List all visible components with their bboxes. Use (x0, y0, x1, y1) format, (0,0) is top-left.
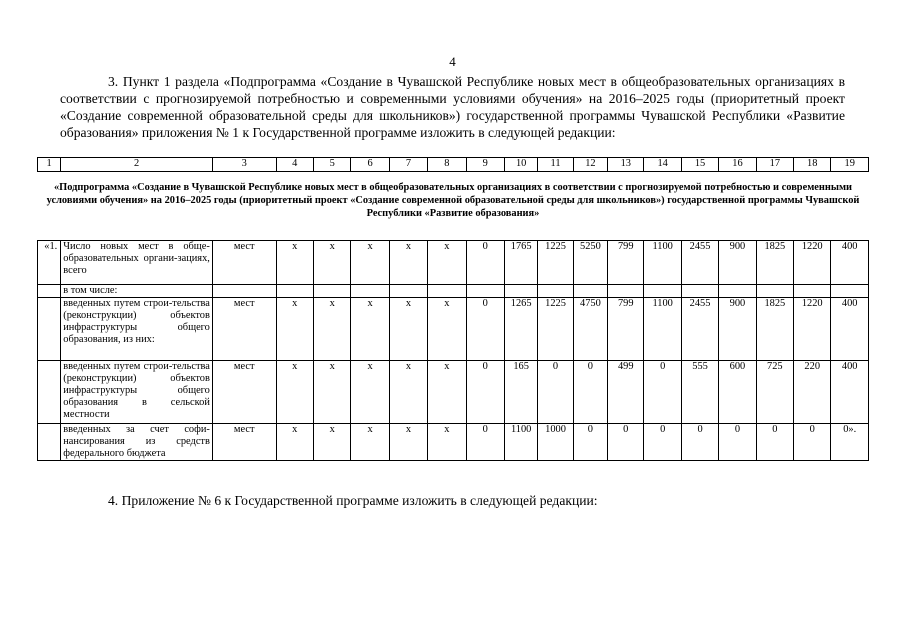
column-number-17: 17 (756, 158, 793, 172)
column-number-13: 13 (608, 158, 644, 172)
paragraph-3: 3. Пункт 1 раздела «Подпрограмма «Создание в Чувашской Республике новых мест в общеобразовательных организациях в соответствии с прогнозируемой потребностью и современными условиями обучения» на 2016–2025 годы (приоритетный проект «Создание современной образовательной среды для школьников») государственной программы Чувашской Республики «Развитие образования» приложения № 1 к Государственной программе изложить в следующей редакции: (60, 74, 845, 140)
value-cell: 0 (794, 424, 831, 461)
column-number-15: 15 (681, 158, 718, 172)
table-row (38, 298, 869, 361)
value-cell: х (389, 298, 427, 361)
value-cell: 1220 (794, 241, 831, 285)
value-cell (573, 285, 607, 298)
column-number-18: 18 (794, 158, 831, 172)
value-cell: 220 (794, 361, 831, 424)
value-cell: 0 (538, 361, 573, 424)
value-cell: 1825 (756, 241, 793, 285)
column-number-7: 7 (389, 158, 427, 172)
value-cell (313, 285, 350, 298)
value-cell: х (276, 241, 313, 285)
value-cell: 0 (466, 241, 504, 285)
value-cell: 0 (719, 424, 756, 461)
unit-of-measure: мест (212, 424, 276, 461)
column-number-12: 12 (573, 158, 607, 172)
value-cell: 0 (573, 424, 607, 461)
row-number: «1. (38, 241, 61, 285)
row-number (38, 285, 61, 298)
column-number-16: 16 (719, 158, 756, 172)
value-cell: 0 (573, 361, 607, 424)
indicator-name: Число новых мест в обще-образовательных органи-зациях, всего (61, 241, 213, 285)
value-cell: 4750 (573, 298, 607, 361)
column-number-11: 11 (538, 158, 573, 172)
column-number-19: 19 (831, 158, 869, 172)
value-cell: 400 (831, 241, 869, 285)
value-cell: 1225 (538, 298, 573, 361)
value-cell: 1265 (504, 298, 537, 361)
value-cell: 900 (719, 298, 756, 361)
column-number-8: 8 (428, 158, 466, 172)
value-cell: 1225 (538, 241, 573, 285)
value-cell: 0 (608, 424, 644, 461)
column-number-6: 6 (351, 158, 389, 172)
value-cell (466, 285, 504, 298)
value-cell: 1825 (756, 298, 793, 361)
value-cell: х (428, 424, 466, 461)
column-number-2: 2 (61, 158, 213, 172)
value-cell: 799 (608, 241, 644, 285)
value-cell: 0 (644, 361, 681, 424)
value-cell (351, 285, 389, 298)
indicator-name: введенных за счет софи-нансирования из средств федерального бюджета (61, 424, 213, 461)
value-cell: 0 (644, 424, 681, 461)
subprogram-title: «Подпрограмма «Создание в Чувашской Республике новых мест в общеобразовательных организациях в соответствии с прогнозируемой потребностью и современными условиями обучения» на 2016–2025 годы (приоритетный проект «Создание современной образовательной среды для школьников») государственной программы Чувашской Республики «Развитие образования» (46, 182, 860, 219)
row-number (38, 424, 61, 461)
unit-of-measure: мест (212, 241, 276, 285)
value-cell (756, 285, 793, 298)
value-cell (644, 285, 681, 298)
value-cell: х (389, 241, 427, 285)
indicators-table (37, 240, 869, 461)
value-cell (428, 285, 466, 298)
table-row (38, 241, 869, 285)
table-row (38, 361, 869, 424)
column-number-9: 9 (466, 158, 504, 172)
column-number-14: 14 (644, 158, 681, 172)
value-cell: 1000 (538, 424, 573, 461)
value-cell: х (428, 361, 466, 424)
value-cell: х (313, 241, 350, 285)
value-cell: 0». (831, 424, 869, 461)
row-number (38, 298, 61, 361)
column-number-10: 10 (504, 158, 537, 172)
value-cell: х (276, 361, 313, 424)
value-cell: х (428, 298, 466, 361)
unit-of-measure: мест (212, 361, 276, 424)
value-cell: 2455 (681, 298, 718, 361)
value-cell: 555 (681, 361, 718, 424)
value-cell (831, 285, 869, 298)
value-cell: х (428, 241, 466, 285)
value-cell (504, 285, 537, 298)
unit-of-measure (212, 285, 276, 298)
value-cell: х (351, 424, 389, 461)
value-cell: х (276, 298, 313, 361)
value-cell: 799 (608, 298, 644, 361)
value-cell (608, 285, 644, 298)
table-row (38, 424, 869, 461)
table-row (38, 285, 869, 298)
unit-of-measure: мест (212, 298, 276, 361)
value-cell: 0 (466, 424, 504, 461)
value-cell: х (351, 241, 389, 285)
value-cell: х (313, 361, 350, 424)
value-cell: х (389, 424, 427, 461)
column-number-5: 5 (313, 158, 350, 172)
value-cell: 1100 (644, 241, 681, 285)
value-cell: 725 (756, 361, 793, 424)
page-number: 4 (449, 54, 456, 69)
column-number-header (37, 157, 869, 172)
row-number (38, 361, 61, 424)
value-cell: х (276, 424, 313, 461)
value-cell (794, 285, 831, 298)
column-number-4: 4 (276, 158, 313, 172)
indicator-name: введенных путем строи-тельства (реконструкции) объектов инфраструктуры общего образования в сельской местности (61, 361, 213, 424)
value-cell: 0 (681, 424, 718, 461)
paragraph-4: 4. Приложение № 6 к Государственной программе изложить в следующей редакции: (108, 493, 598, 508)
value-cell: 900 (719, 241, 756, 285)
value-cell: 400 (831, 298, 869, 361)
value-cell (276, 285, 313, 298)
indicator-name: введенных путем строи-тельства (реконструкции) объектов инфраструктуры общего образования, из них: (61, 298, 213, 361)
value-cell: 1100 (644, 298, 681, 361)
value-cell (719, 285, 756, 298)
value-cell (389, 285, 427, 298)
value-cell: 400 (831, 361, 869, 424)
value-cell (538, 285, 573, 298)
value-cell: х (313, 298, 350, 361)
value-cell: 1220 (794, 298, 831, 361)
value-cell: 0 (466, 361, 504, 424)
column-number-3: 3 (212, 158, 276, 172)
value-cell: 1765 (504, 241, 537, 285)
value-cell: х (351, 361, 389, 424)
value-cell: 499 (608, 361, 644, 424)
value-cell: 1100 (504, 424, 537, 461)
value-cell: 2455 (681, 241, 718, 285)
value-cell: х (313, 424, 350, 461)
column-number-1: 1 (38, 158, 61, 172)
value-cell: 5250 (573, 241, 607, 285)
value-cell: 0 (756, 424, 793, 461)
value-cell: 165 (504, 361, 537, 424)
value-cell: 0 (466, 298, 504, 361)
value-cell: х (351, 298, 389, 361)
value-cell (681, 285, 718, 298)
header-row (38, 158, 869, 172)
indicator-name: в том числе: (61, 285, 213, 298)
value-cell: х (389, 361, 427, 424)
value-cell: 600 (719, 361, 756, 424)
